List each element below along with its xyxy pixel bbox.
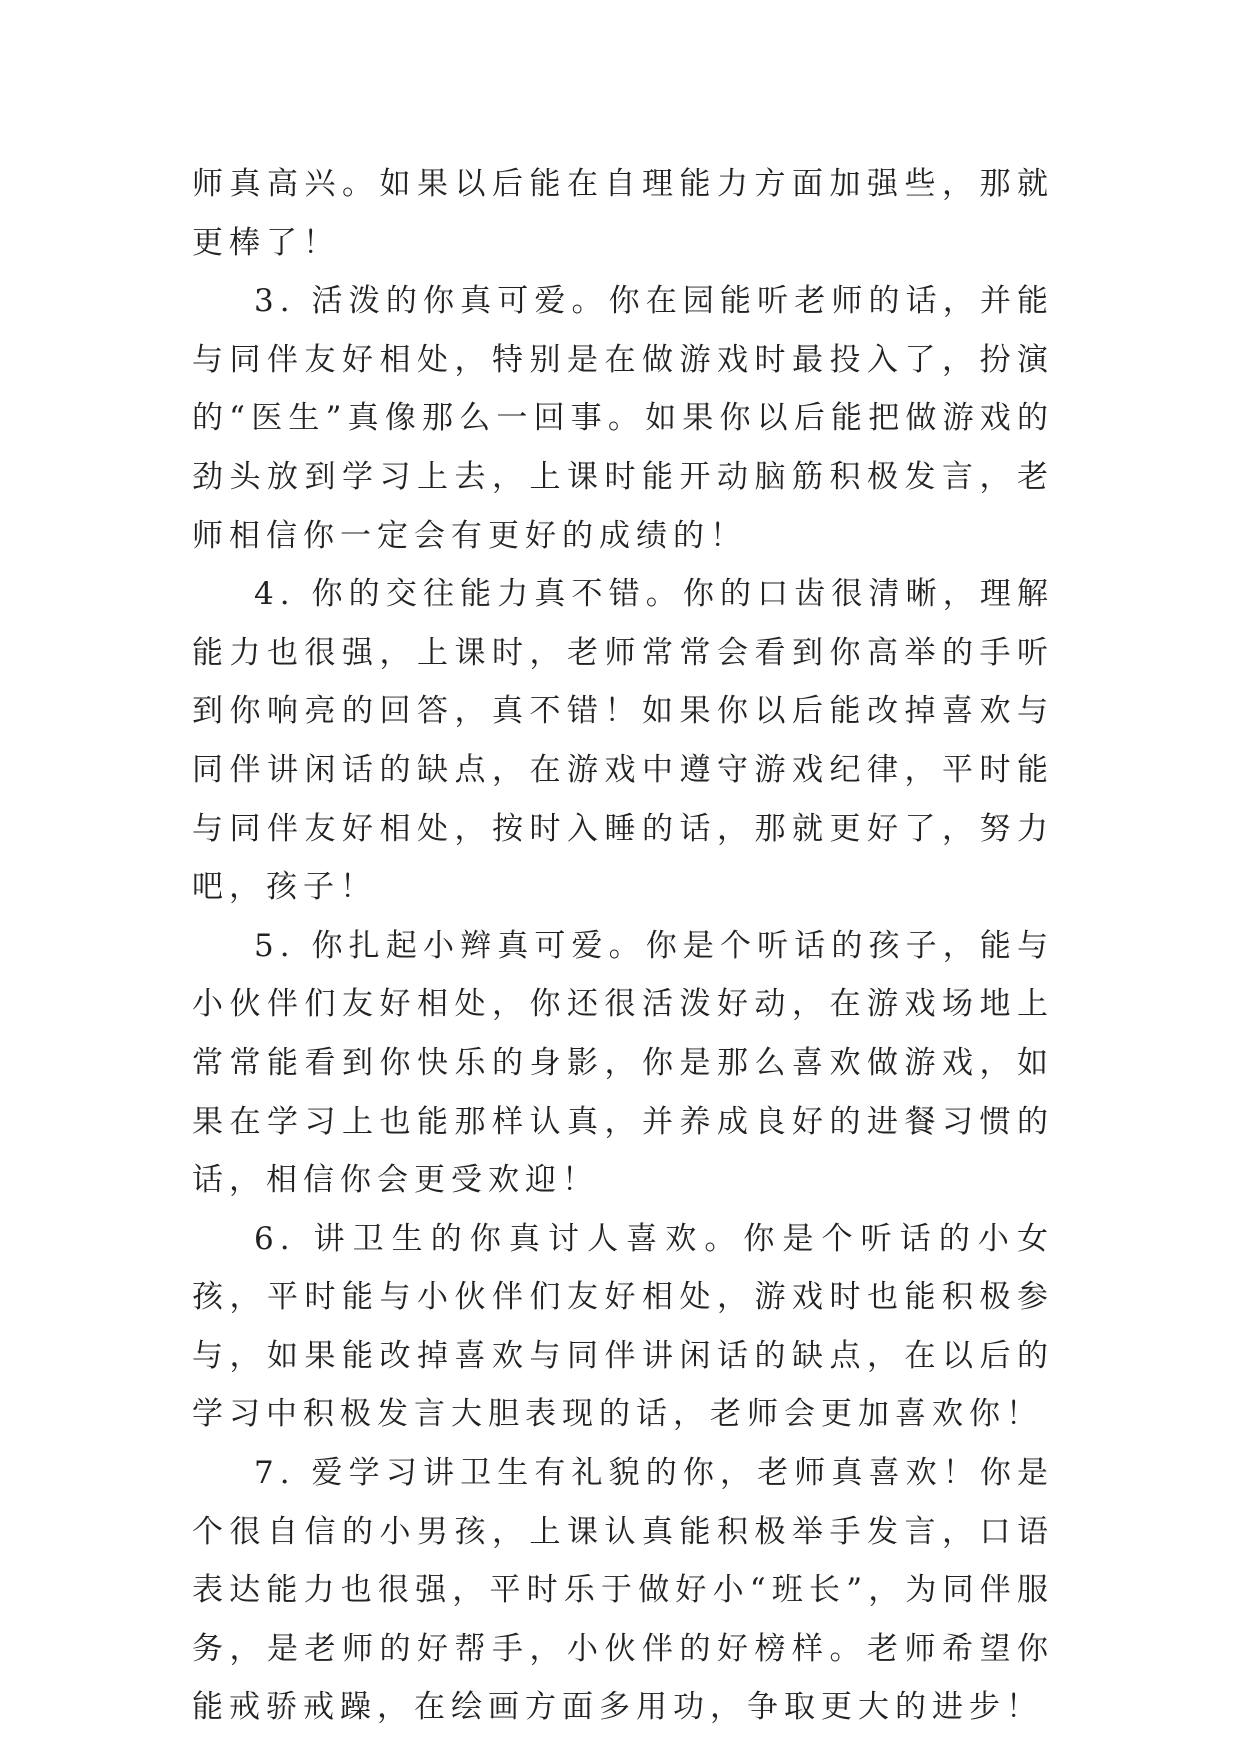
paragraph-4: 4. 你的交往能力真不错。你的口齿很清晰，理解能力也很强，上课时，老师常常会看到你高举的手听到你响亮的回答，真不错！如果你以后能改掉喜欢与同伴讲闲话的缺点，在游戏中遵守游戏纪律，平时能与同伴友好相处，按时入睡的话，那就更好了，努力吧，孩子！ bbox=[192, 576, 1054, 906]
document-body bbox=[192, 155, 1054, 1737]
paragraph-7: 7. 爱学习讲卫生有礼貌的你，老师真喜欢！你是个很自信的小男孩，上课认真能积极举手发言，口语表达能力也很强，平时乐于做好小“班长”，为同伴服务，是老师的好帮手，小伙伴的好榜样。老师希望你能戒骄戒躁，在绘画方面多用功，争取更大的进步！ bbox=[192, 1455, 1054, 1726]
paragraph-3: 3. 活泼的你真可爱。你在园能听老师的话，并能与同伴友好相处，特别是在做游戏时最投入了，扮演的“医生”真像那么一回事。如果你以后能把做游戏的劲头放到学习上去，上课时能开动脑筋积极发言，老师相信你一定会有更好的成绩的！ bbox=[192, 283, 1054, 554]
paragraph-5: 5. 你扎起小辫真可爱。你是个听话的孩子，能与小伙伴们友好相处，你还很活泼好动，在游戏场地上常常能看到你快乐的身影，你是那么喜欢做游戏，如果在学习上也能那样认真，并养成良好的进餐习惯的话，相信你会更受欢迎！ bbox=[192, 927, 1054, 1199]
paragraph-continued: 师真高兴。如果以后能在自理能力方面加强些，那就更棒了！ bbox=[192, 166, 1054, 261]
paragraph-6: 6. 讲卫生的你真讨人喜欢。你是个听话的小女孩，平时能与小伙伴们友好相处，游戏时也能积极参与，如果能改掉喜欢与同伴讲闲话的缺点，在以后的学习中积极发言大胆表现的话，老师会更加喜欢你！ bbox=[192, 1220, 1054, 1433]
